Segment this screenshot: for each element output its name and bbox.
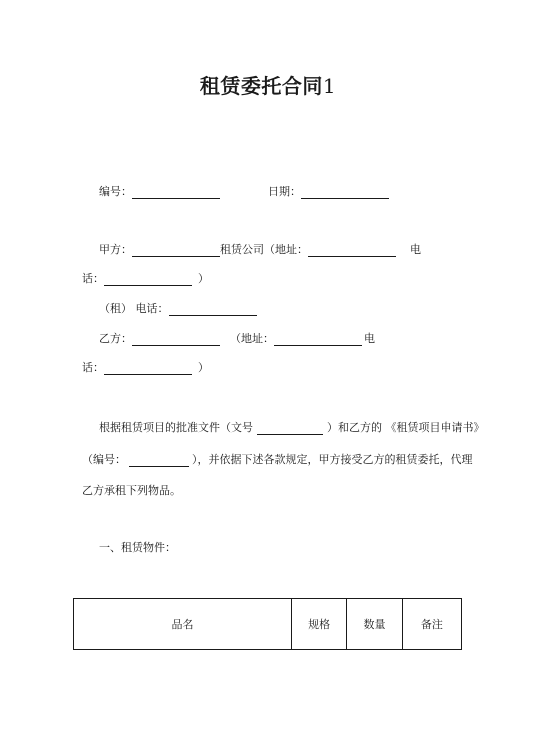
title-text: 租赁委托合同 [199, 74, 323, 98]
table-header-cell: 数量 [347, 599, 402, 650]
party-b-row [99, 332, 362, 346]
section-heading: 一、租赁物件： [99, 541, 176, 554]
party-a-company-label: 租赁公司（地址： [220, 243, 308, 256]
date-blank[interactable] [301, 186, 389, 199]
party-b-label: 乙方： [99, 332, 132, 345]
party-b-address-label: （地址： [230, 332, 274, 345]
date-label: 日期： [268, 185, 301, 198]
date-row [268, 185, 389, 199]
party-a-phone-blank[interactable] [104, 273, 192, 286]
party-a-address-blank[interactable] [308, 244, 396, 257]
rent-phone-blank[interactable] [169, 303, 257, 316]
party-b-name-blank[interactable] [132, 333, 220, 346]
table-header-cell: 备注 [402, 599, 461, 650]
paragraph-text: ），并依据下述各款规定，甲方接受乙方的租赁委托，代理 [192, 453, 473, 466]
paragraph-line-3: 乙方承租下列物品。 [82, 484, 181, 497]
number-row [99, 185, 220, 199]
paragraph-line-1 [99, 421, 485, 435]
party-b-phone-label: 话： [82, 361, 104, 374]
paragraph-line-2 [82, 453, 473, 467]
party-b-address-blank[interactable] [274, 333, 362, 346]
title-number: 1 [322, 74, 337, 98]
number-label: 编号： [99, 185, 132, 198]
party-a-phone-part1: 电 [410, 243, 421, 256]
application-number-blank[interactable] [129, 454, 189, 467]
rent-phone-label: （租） 电话： [99, 302, 169, 315]
table-header-row [74, 599, 462, 650]
number-blank[interactable] [132, 186, 220, 199]
doc-number-blank[interactable] [257, 422, 323, 435]
party-a-label: 甲方： [99, 243, 132, 256]
paragraph-text: 根据租赁项目的批准文件（文号 [99, 421, 253, 434]
close-paren: ） [198, 361, 209, 374]
party-a-row [99, 243, 396, 257]
party-a-name-blank[interactable] [132, 244, 220, 257]
party-b-phone-blank[interactable] [104, 362, 192, 375]
page-title [0, 70, 536, 99]
items-table [73, 598, 462, 650]
party-a-phone-row [82, 272, 209, 286]
table-header-cell: 规格 [291, 599, 346, 650]
party-a-phone-label: 话： [82, 272, 104, 285]
table-header-cell: 品名 [74, 599, 292, 650]
party-b-phone-row [82, 361, 209, 375]
close-paren: ） [198, 272, 209, 285]
paragraph-text: ）和乙方的 《租赁项目申请书》 [327, 421, 485, 434]
paragraph-text: （编号： [82, 453, 126, 466]
rent-phone-row [99, 302, 257, 316]
party-b-phone-part1: 电 [364, 332, 375, 345]
